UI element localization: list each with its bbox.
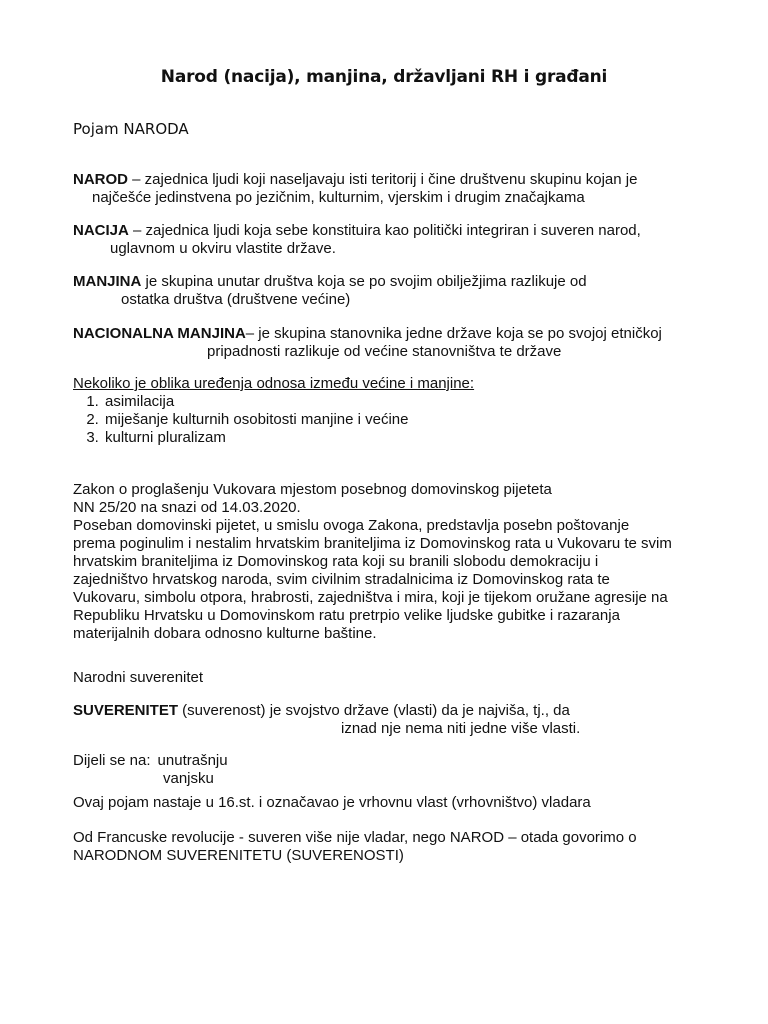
oblici-list xyxy=(73,393,713,447)
suverenitet-line-1: (suverenost) je svojstvo države (vlasti) da je najviša, tj., da xyxy=(178,702,570,719)
list-item: 1. asimilacija xyxy=(103,393,713,411)
term-narod: NAROD xyxy=(73,171,128,188)
zakon-line: zajedništvo hrvatskog naroda, svim civilnim stradalnicima iz Domovinskog rata te xyxy=(73,571,610,588)
suverenitet-line-2: iznad nje nema niti jedne više vlasti. xyxy=(341,720,581,737)
francuska-line-2: NARODNOM SUVERENITETU (SUVERENOSTI) xyxy=(73,847,404,864)
oblici-heading: Nekoliko je oblika uređenja odnosa između većine i manjine: xyxy=(73,375,475,392)
definition-manjina xyxy=(73,273,713,309)
zakon-line: NN 25/20 na snazi od 14.03.2020. xyxy=(73,499,301,516)
zakon-line: materijalnih dobara odnosno kulturne baštine. xyxy=(73,625,377,642)
manjina-line-2: ostatka društva (društvene većine) xyxy=(121,291,351,308)
definition-nacija xyxy=(73,222,713,258)
definition-nacionalna-manjina xyxy=(73,325,713,361)
list-item: 2. miješanje kulturnih osobitosti manjine i većine xyxy=(103,411,713,429)
nacionalna-manjina-line-2: pripadnosti razlikuje od većine stanovništva te države xyxy=(207,343,562,360)
manjina-line-1: je skupina unutar društva koja se po svojim obilježjima razlikuje od xyxy=(141,273,587,290)
definition-narod xyxy=(73,171,713,207)
dijeli-se-na xyxy=(73,752,713,788)
zakon-line: Vukovaru, simbolu otpora, hrabrosti, zajedništva i mira, koji je tijekom oružane agresije na xyxy=(73,589,668,606)
narod-line-1: – zajednica ljudi koji naseljavaju isti teritorij i čine društvenu skupinu kojan je xyxy=(128,171,638,188)
list-item: 3. kulturni pluralizam xyxy=(103,429,713,447)
section-subtitle: Pojam NARODA xyxy=(73,120,189,138)
narod-line-2: najčešće jedinstvena po jezičnim, kulturnim, vjerskim i drugim značajkama xyxy=(92,189,585,206)
francuska-line-1: Od Francuske revolucije - suveren više nije vladar, nego NAROD – otada govorimo o xyxy=(73,829,637,846)
zakon-line: hrvatskim braniteljima iz Domovinskog rata koji su branili slobodu demokraciju i xyxy=(73,553,599,570)
zakon-line: prema poginulim i nestalim hrvatskim braniteljima iz Domovinskog rata u Vukovaru te svim xyxy=(73,535,672,552)
pojam-line: Ovaj pojam nastaje u 16.st. i označavao je vrhovnu vlast (vrhovništvo) vladara xyxy=(73,794,591,811)
suverenitet-heading: Narodni suverenitet xyxy=(73,669,204,686)
dijeli-label: Dijeli se na: xyxy=(73,752,151,769)
zakon-line: Zakon o proglašenju Vukovara mjestom posebnog domovinskog pijeteta xyxy=(73,481,552,498)
definition-suverenitet xyxy=(73,702,713,738)
dijeli-item-1: unutrašnju xyxy=(157,752,228,769)
zakon-paragraph xyxy=(73,481,713,643)
oblici-section xyxy=(73,375,713,447)
term-nacija: NACIJA xyxy=(73,222,129,239)
nacija-line-1: – zajednica ljudi koja sebe konstituira kao politički integriran i suveren narod, xyxy=(128,222,641,239)
zakon-line: Poseban domovinski pijetet, u smislu ovoga Zakona, predstavlja posebn poštovanje xyxy=(73,517,630,534)
nacionalna-manjina-line-1: – je skupina stanovnika jedne države koja se po svojoj etničkoj xyxy=(245,325,662,342)
term-manjina: MANJINA xyxy=(73,273,142,290)
term-suverenitet: SUVERENITET xyxy=(73,702,179,719)
dijeli-item-2: vanjsku xyxy=(163,770,214,787)
nacija-line-2: uglavnom u okviru vlastite države. xyxy=(110,240,336,257)
document-title: Narod (nacija), manjina, državljani RH i građani xyxy=(160,67,608,87)
term-nacionalna-manjina: NACIONALNA MANJINA xyxy=(73,325,246,342)
francuska-paragraph xyxy=(73,829,713,865)
zakon-line: Republiku Hrvatsku u Domovinskom ratu pretrpio velike ljudske gubitke i razaranja xyxy=(73,607,620,624)
